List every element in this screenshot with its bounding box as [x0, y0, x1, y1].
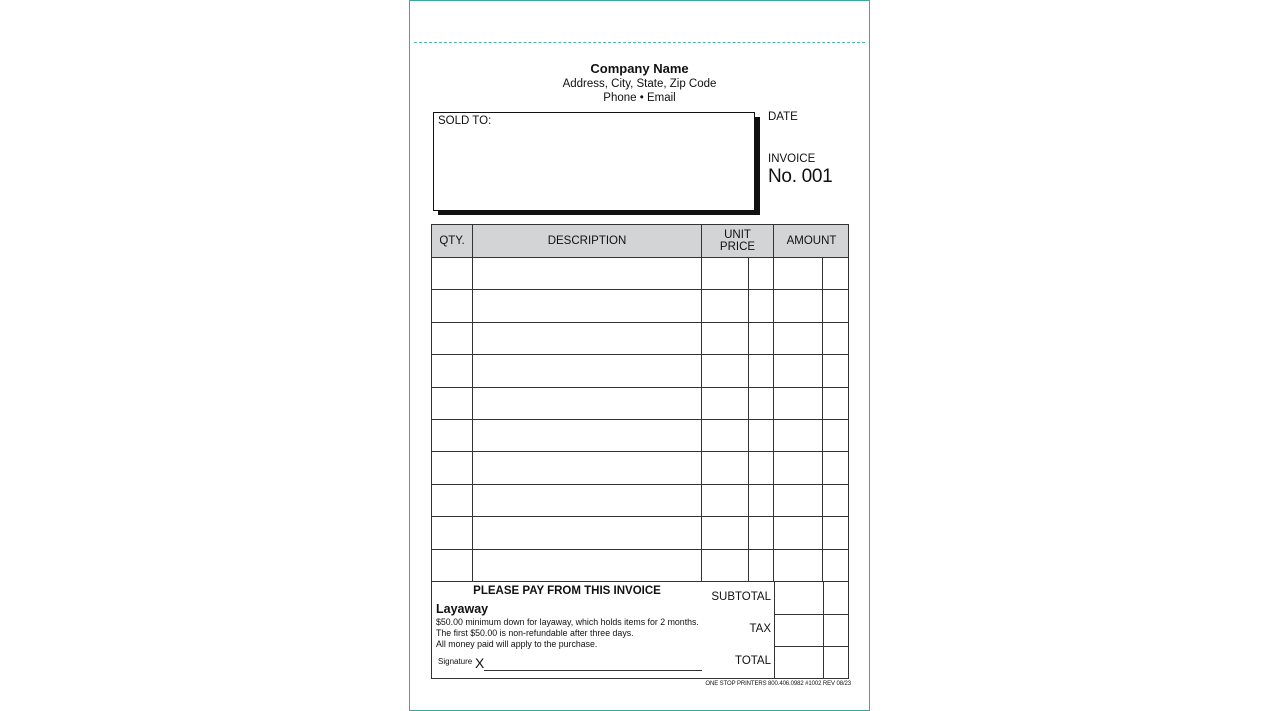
table-cell-divider [773, 355, 774, 386]
table-cell-divider [472, 452, 473, 483]
table-cell-divider [748, 550, 749, 581]
table-cell-divider [748, 517, 749, 548]
totals-row-divider [774, 614, 848, 615]
table-body [431, 258, 849, 582]
table-cell-divider [773, 290, 774, 321]
sold-to-box[interactable] [433, 112, 755, 211]
table-cell-divider [701, 290, 702, 321]
invoice-sheet [409, 0, 870, 711]
table-cell-divider [472, 550, 473, 581]
invoice-number: No. 001 [768, 166, 833, 187]
totals-column-divider [774, 582, 775, 678]
table-cell-divider [748, 355, 749, 386]
table-cell-divider [822, 323, 823, 354]
company-name: Company Name [590, 61, 689, 76]
header-unit-price: UNIT PRICE [702, 225, 774, 257]
header-qty: QTY. [432, 225, 473, 257]
table-cell-divider [748, 485, 749, 516]
table-cell-divider [822, 485, 823, 516]
signature-label: Signature [438, 656, 473, 666]
table-cell-divider [773, 517, 774, 548]
company-header [410, 61, 869, 105]
table-cell-divider [822, 517, 823, 548]
sold-to-label: SOLD TO: [438, 115, 492, 127]
table-header [431, 224, 849, 258]
table-cell-divider [701, 355, 702, 386]
layaway-title: Layaway [436, 601, 489, 616]
table-cell-divider [822, 420, 823, 451]
table-cell-divider [773, 388, 774, 419]
table-cell-divider [748, 290, 749, 321]
layaway-terms-line: The first $50.00 is non-refundable after three days. [436, 627, 634, 638]
table-row[interactable] [431, 485, 849, 517]
company-contact: Phone • Email [603, 92, 676, 104]
table-cell-divider [822, 388, 823, 419]
tax-label: TAX [749, 622, 771, 635]
line-items-table [431, 224, 849, 679]
table-cell-divider [822, 290, 823, 321]
signature-field[interactable] [484, 670, 702, 671]
table-cell-divider [773, 452, 774, 483]
table-cell-divider [748, 323, 749, 354]
table-row[interactable] [431, 517, 849, 549]
table-cell-divider [748, 452, 749, 483]
totals-row-divider [774, 646, 848, 647]
header-description: DESCRIPTION [473, 225, 702, 257]
table-cell-divider [748, 388, 749, 419]
table-row[interactable] [431, 323, 849, 355]
totals-cents-divider [823, 582, 824, 678]
table-cell-divider [773, 323, 774, 354]
invoice-label: INVOICE [768, 153, 816, 165]
layaway-terms-line: $50.00 minimum down for layaway, which holds items for 2 months. [436, 616, 699, 627]
layaway-terms-line: All money paid will apply to the purchase. [436, 638, 598, 649]
table-cell-divider [472, 290, 473, 321]
table-cell-divider [472, 323, 473, 354]
table-cell-divider [701, 517, 702, 548]
table-cell-divider [701, 388, 702, 419]
date-label: DATE [768, 111, 798, 123]
table-cell-divider [748, 420, 749, 451]
table-cell-divider [472, 420, 473, 451]
table-cell-divider [773, 550, 774, 581]
table-row[interactable] [431, 355, 849, 387]
table-cell-divider [822, 550, 823, 581]
table-row[interactable] [431, 550, 849, 582]
table-cell-divider [701, 485, 702, 516]
table-cell-divider [773, 485, 774, 516]
table-cell-divider [748, 258, 749, 289]
table-cell-divider [822, 452, 823, 483]
perforation-line [414, 42, 865, 43]
table-cell-divider [472, 258, 473, 289]
table-row[interactable] [431, 258, 849, 290]
company-address: Address, City, State, Zip Code [562, 78, 717, 90]
table-row[interactable] [431, 388, 849, 420]
table-cell-divider [701, 323, 702, 354]
table-cell-divider [472, 485, 473, 516]
table-cell-divider [773, 258, 774, 289]
subtotal-label: SUBTOTAL [711, 590, 771, 603]
signature-mark: X [475, 654, 485, 671]
table-cell-divider [701, 452, 702, 483]
pay-notice: PLEASE PAY FROM THIS INVOICE [473, 584, 661, 597]
printer-credit: ONE STOP PRINTERS 800.406.0982 #1002 REV 08/23 [705, 681, 851, 687]
table-cell-divider [822, 355, 823, 386]
header-amount: AMOUNT [786, 235, 837, 247]
table-row[interactable] [431, 290, 849, 322]
invoice-footer [431, 582, 849, 679]
table-cell-divider [472, 355, 473, 386]
table-cell-divider [701, 550, 702, 581]
table-cell-divider [472, 388, 473, 419]
table-row[interactable] [431, 452, 849, 484]
table-cell-divider [701, 420, 702, 451]
table-row[interactable] [431, 420, 849, 452]
table-cell-divider [472, 517, 473, 548]
table-cell-divider [701, 258, 702, 289]
table-cell-divider [773, 420, 774, 451]
total-label: TOTAL [735, 654, 771, 667]
table-cell-divider [822, 258, 823, 289]
